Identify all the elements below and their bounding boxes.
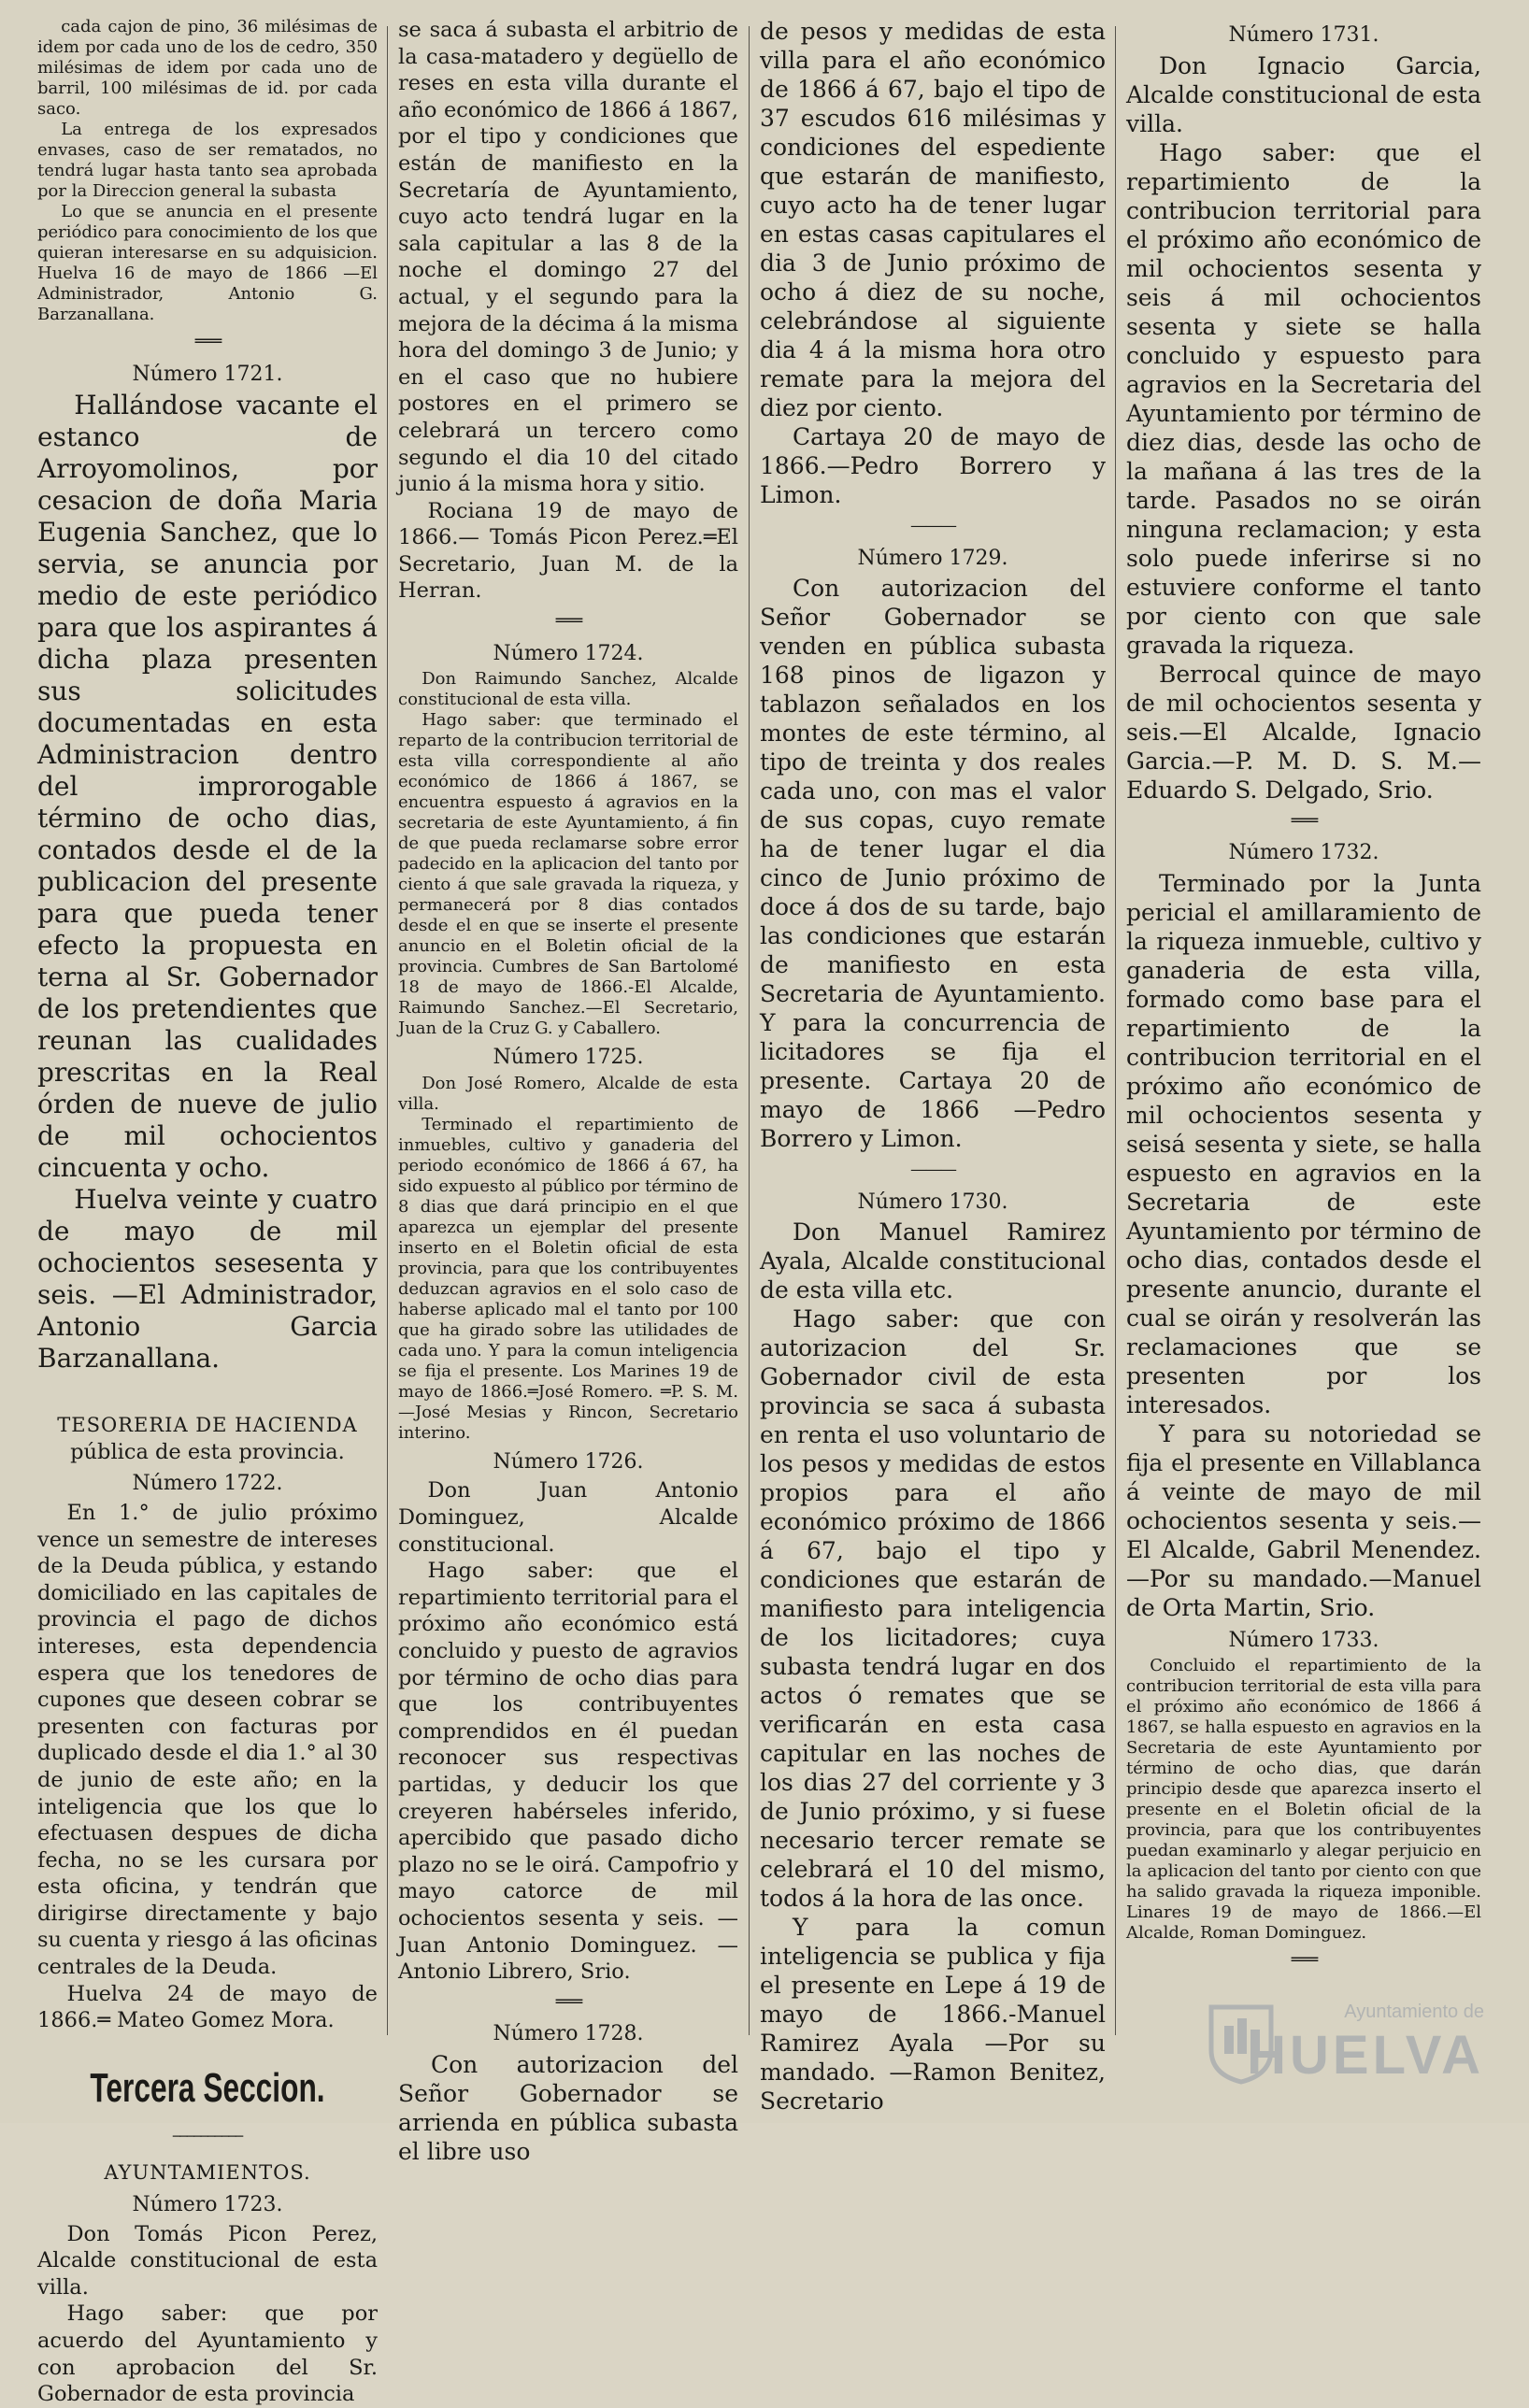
separator: ═══ bbox=[1291, 1950, 1317, 1971]
separator: ═══ bbox=[555, 611, 581, 632]
paragraph: Hago saber: que el repartimiento de la contribucion territorial para el próximo año económico de mil ochocientos sesenta y seis á mil ochocientos sesenta y siete se halla concluido y espuesto para agravios en la Secretaria del Ayuntamiento por término de diez dias, desde las ocho de la mañana á las tres de la tarde. Pasados no se oirán ninguna reclamacion; y esta solo puede inferirse si no estuviere conforme el tanto por ciento con que sale gravada la riqueza. bbox=[1126, 138, 1481, 659]
column-rule bbox=[387, 26, 388, 2035]
paragraph: se saca á subasta el arbitrio de la casa-matadero y degüello de reses en esta villa durante el año económico de 1866 á 1867, por el tipo y condiciones que están de manifiesto en la Secretaría de Ayuntamiento, cuyo acto tendrá lugar en la sala capitular a las 8 de la noche el domingo 27 del actual, y el segundo para la mejora de la décima á la misma hora del domingo 3 de Junio; y en el caso que no hubiere postores en el primero se celebrará un tercero como segundo el dia 10 del citado junio á la misma hora y sitio. bbox=[398, 18, 738, 497]
paragraph: Don Tomás Picon Perez, Alcalde constitucional de esta villa. bbox=[37, 2221, 378, 2300]
paragraph: Don Manuel Ramirez Ayala, Alcalde constitucional de esta villa etc. bbox=[760, 1218, 1106, 1304]
column-1 bbox=[37, 17, 378, 2407]
separator: ——— bbox=[910, 516, 955, 535]
notice-number: Número 1723. bbox=[132, 2193, 283, 2217]
paragraph: Don Juan Antonio Dominguez, Alcalde constitucional. bbox=[398, 1478, 738, 1557]
notice-number: Número 1722. bbox=[132, 1472, 283, 1496]
paragraph: Hallándose vacante el estanco de Arroyomolinos, por cesacion de doña Maria Eugenia Sanchez, que lo servia, se anuncia por medio de este periódico para que los aspirantes á dicha plaza presenten sus solicitudes documentadas en esta Administracion dentro del improrogable término de ocho dias, contados desde el de la publicacion del presente para que pueda tener efecto la propuesta en terna al Sr. Gobernador de los pretendientes que reunan las cualidades prescritas en la Real órden de nueve de julio de mil ochocientos cincuenta y ocho. bbox=[37, 390, 378, 1184]
column-4 bbox=[1126, 17, 1481, 2110]
section-title: Tercera Seccion. bbox=[90, 2064, 325, 2111]
notice-number: Número 1726. bbox=[493, 1449, 644, 1474]
notice-number: Número 1721. bbox=[132, 362, 283, 386]
paragraph: Terminado el repartimiento de inmuebles, cultivo y ganaderia del periodo económico de 1866 á 67, ha sido expuesto al público por término de 8 dias que dará principio en el que aparezca un ejemplar del presente inserto en el Boletin oficial de esta provincia, para que los contribuyentes deduzcan agravios en el solo caso de haberse aplicado mal el tanto por 100 que ha girado sobre las utilidades de cada uno. Y para la comun inteligencia se fija el presente. Los Marines 19 de mayo de 1866.═José Romero. ═P. S. M. —José Mesias y Rincon, Secretario interino. bbox=[398, 1114, 738, 1443]
separator: ═══ bbox=[1291, 810, 1317, 831]
paragraph: Don Raimundo Sanchez, Alcalde constitucional de esta villa. bbox=[398, 669, 738, 710]
paragraph: Don José Romero, Alcalde de esta villa. bbox=[398, 1073, 738, 1114]
paragraph: Lo que se anuncia en el presente periódico para conocimiento de los que quieran interesarse en su adquisicion. Huelva 16 de mayo de 1866 —El Administrador, Antonio G. Barzanallana. bbox=[37, 202, 378, 324]
paragraph: Huelva 24 de mayo de 1866.═ Mateo Gomez Mora. bbox=[37, 1981, 378, 2033]
notice-number: Número 1725. bbox=[493, 1046, 644, 1070]
paragraph: Huelva veinte y cuatro de mayo de mil ochocientos sesesenta y seis. —El Administrador, Antonio Garcia Barzanallana. bbox=[37, 1184, 378, 1375]
paragraph: La entrega de los expresados envases, caso de ser rematados, no tendrá lugar hasta tanto sea aprobada por la Direccion general la subasta bbox=[37, 120, 378, 201]
notice-number: Número 1724. bbox=[493, 641, 644, 665]
paragraph: Berrocal quince de mayo de mil ochocientos sesenta y seis.—El Alcalde, Ignacio Garcia.—P. M. D. S. M.— Eduardo S. Delgado, Srio. bbox=[1126, 660, 1481, 804]
notice-number: Número 1732. bbox=[1228, 841, 1379, 865]
notice-number: Número 1728. bbox=[493, 2022, 644, 2046]
section-heading: TESORERIA DE HACIENDA bbox=[57, 1414, 358, 1437]
paragraph: Don Ignacio Garcia, Alcalde constitucional de esta villa. bbox=[1126, 51, 1481, 137]
paragraph: Con autorizacion del Señor Gobernador se venden en pública subasta 168 pinos de ligazon y tablazon señalados en los montes de este término, al tipo de treinta y dos reales cada uno, con mas el valor de sus copas, cuyo remate ha de tener lugar el dia cinco de Junio próximo de doce á dos de su tarde, bajo las condiciones que estarán de manifiesto en esta Secretaria de Ayuntamiento. Y para la concurrencia de licitadores se fija el presente. Cartaya 20 de mayo de 1866 —Pedro Borrero y Limon. bbox=[760, 575, 1106, 1153]
notice-number: Número 1733. bbox=[1228, 1628, 1379, 1652]
column-rule bbox=[749, 26, 750, 2035]
separator: ——— bbox=[910, 1160, 955, 1180]
paragraph: Y para su notoriedad se fija el presente en Villablanca á veinte de mayo de mil ochocientos sesenta y seis.— El Alcalde, Gabril Menendez. —Por su mandado.—Manuel de Orta Martin, Srio. bbox=[1126, 1419, 1481, 1621]
watermark-line1: Ayuntamiento de bbox=[1344, 2002, 1484, 2022]
column-3 bbox=[760, 17, 1106, 2116]
paragraph: Terminado por la Junta pericial el amillaramiento de la riqueza inmueble, cultivo y ganaderia de esta villa, formado como base para el repartimiento de la contribucion territorial en el próximo año económico de mil ochocientos sesenta y seisá sesenta y siete, se halla espuesto en agravios en la Secretaria de este Ayuntamiento por término de ocho dias, contados desde el presente anuncio, durante el cual se oirán y resolverán las reclamaciones que se presenten por los interesados. bbox=[1126, 869, 1481, 1418]
paragraph: Concluido el repartimiento de la contribucion territorial de esta villa para el próximo año económico de 1866 á 1867, se halla espuesto en agravios en la Secretaria de este Ayuntamiento por término de ocho dias, que darán principio desde que aparezca inserto el presente en el Boletin oficial de la provincia, para que los contribuyentes puedan examinarlo y alegar perjuicio en la aplicacion del tanto por ciento con que ha salido gravada la riqueza imponible. Linares 19 de mayo de 1866.—El Alcalde, Roman Dominguez. bbox=[1126, 1656, 1481, 1944]
paragraph: Cartaya 20 de mayo de 1866.—Pedro Borrero y Limon. bbox=[760, 423, 1106, 508]
paragraph: Hago saber: que terminado el reparto de la contribucion territorial de esta villa correspondiente al año económico de 1866 á 1867, se encuentra espuesto á agravios en la secretaria de este Ayuntamiento, á fin de que pueda reclamarse sobre error padecido en la aplicacion del tanto por ciento á que sale gravada la riqueza, y permanecerá por 8 dias contados desde el en que se inserte el presente anuncio en el Boletin oficial de la provincia. Cumbres de San Bartolomé 18 de mayo de 1866.-El Alcalde, Raimundo Sanchez.—El Secretario, Juan de la Cruz G. y Caballero. bbox=[398, 710, 738, 1039]
paragraph: cada cajon de pino, 36 milésimas de idem por cada uno de los de cedro, 350 milésimas de idem por cada uno de barril, 100 milésimas de id. por cada saco. bbox=[37, 17, 378, 119]
section-subheading: pública de esta provincia. bbox=[70, 1439, 345, 1464]
watermark bbox=[1204, 1998, 1484, 2087]
separator: ────────── bbox=[172, 2129, 243, 2144]
notice-number: Número 1731. bbox=[1228, 23, 1379, 47]
separator: ═══ bbox=[555, 1991, 581, 2012]
section-heading: AYUNTAMIENTOS. bbox=[104, 2161, 311, 2185]
column-2 bbox=[398, 17, 738, 2165]
separator: ═══ bbox=[194, 332, 221, 351]
paragraph: de pesos y medidas de esta villa para el año económico de 1866 á 67, bajo el tipo de 37 escudos 616 milésimas y condiciones del espediente que estarán de manifiesto, cuyo acto ha de tener lugar en estas casas capitulares el dia 3 de Junio próximo de ocho á diez de su noche, celebrándose al siguiente dia 4 á la misma hora otro remate para la mejora del diez por ciento. bbox=[760, 18, 1106, 421]
paragraph: Y para la comun inteligencia se publica y fija el presente en Lepe á 19 de mayo de 1866.-Manuel Ramirez Ayala —Por su mandado. —Ramon Benitez, Secretario bbox=[760, 1914, 1106, 2116]
paragraph: Hago saber: que el repartimiento territorial para el próximo año económico está concluido y puesto de agravios por término de ocho dias para que los contribuyentes comprendidos en él puedan reconocer sus respectivas partidas, y deducir los que creyeren habérseles inferido, apercibido que pasado dicho plazo no se le oirá. Campofrio y mayo catorce de mil ochocientos sesenta y seis. —Juan Antonio Dominguez. —Antonio Librero, Srio. bbox=[398, 1559, 738, 1985]
paragraph: Rociana 19 de mayo de 1866.— Tomás Picon Perez.═El Secretario, Juan M. de la Herran. bbox=[398, 498, 738, 604]
notice-number: Número 1730. bbox=[857, 1190, 1008, 1214]
paragraph: En 1.° de julio próximo vence un semestre de intereses de la Deuda pública, y estando domiciliado en las capitales de provincia el pago de dichos intereses, esta dependencia espera que los tenedores de cupones que deseen cobrar se presenten con facturas por duplicado desde el dia 1.° al 30 de junio de este año; en la inteligencia que los que lo efectuasen despues de dicha fecha, no se les cursara por esta oficina, y tendrán que dirigirse directamente y bajo su cuenta y riesgo á las oficinas centrales de la Deuda. bbox=[37, 1500, 378, 1980]
notice-number: Número 1729. bbox=[857, 546, 1008, 570]
paragraph: Con autorizacion del Señor Gobernador se arrienda en pública subasta el libre uso bbox=[398, 2050, 738, 2165]
watermark-line2: HUELVA bbox=[1247, 2025, 1484, 2086]
paragraph: Hago saber: que por acuerdo del Ayuntamiento y con aprobacion del Sr. Gobernador de esta provincia bbox=[37, 2301, 378, 2407]
column-rule bbox=[1115, 26, 1116, 2035]
paragraph: Hago saber: que con autorizacion del Sr. Gobernador civil de esta provincia se saca á subasta en renta el uso voluntario de los pesos y medidas de estos propios para el año económico próximo de 1866 á 67, bajo el tipo y condiciones que estarán de manifiesto para inteligencia de los licitadores; cuya subasta tendrá lugar en dos actos ó remates que se verificarán en esta casa capitular en las noches de los dias 27 del corriente y 3 de Junio próximo, y si fuese necesario tercer remate se celebrará el 10 del mismo, todos á la hora de las once. bbox=[760, 1305, 1106, 1913]
